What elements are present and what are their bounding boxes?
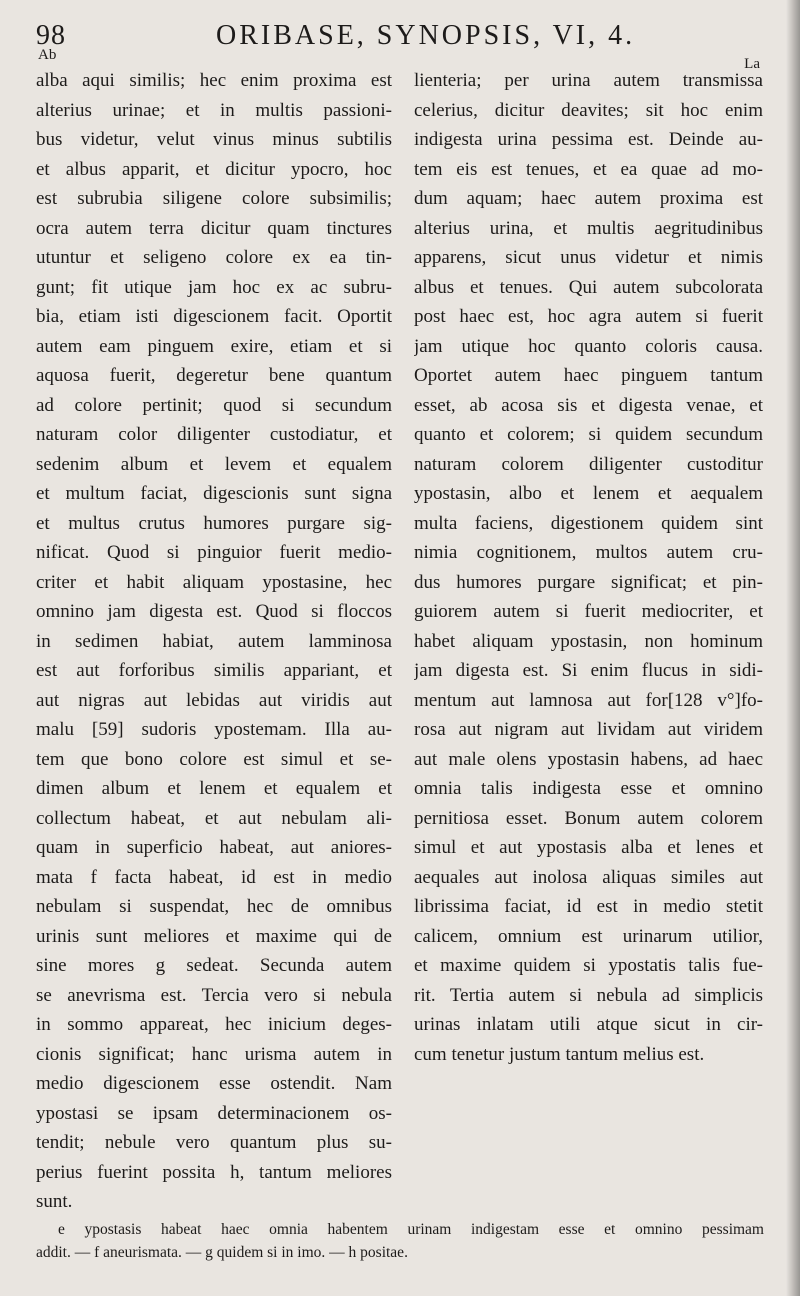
text-line: esset, ab acosa sis et digesta venae, et <box>414 394 763 416</box>
text-line: sunt. <box>36 1191 73 1212</box>
text-line: et maxime quidem si ypostatis talis fue- <box>414 955 763 976</box>
text-line: cum tenetur justum tantum melius est. <box>414 1043 705 1065</box>
text-line: simul et aut ypostasis alba et lenes et <box>414 837 763 858</box>
page-edge-shadow <box>786 0 800 1296</box>
page-header <box>36 20 756 54</box>
text-line: est subrubia siligene colore subsimilis; <box>36 188 392 209</box>
text-line: in sedimen habiat, autem lamminosa <box>36 630 392 652</box>
text-line: dum aquam; haec autem proxima est <box>414 188 763 209</box>
text-line: tendit; nebule vero quantum plus su- <box>36 1132 392 1153</box>
left-column-text <box>36 66 392 1217</box>
text-line: tem eis est tenues, et ea quae ad mo- <box>414 158 763 180</box>
text-line: alterius urina, et multis aegritudinibus <box>414 217 763 239</box>
text-line: se anevrisma est. Tercia vero si nebula <box>36 984 392 1006</box>
text-line: dimen album et lenem et equalem et <box>36 778 392 799</box>
text-line: bia, etiam isti digescionem facit. Oportit <box>36 306 392 327</box>
text-line: aut nigras aut lebidas aut viridis aut <box>36 689 392 711</box>
text-line: bus videtur, velut vinus minus subtilis <box>36 129 392 150</box>
page-number: 98 <box>36 20 66 51</box>
text-line: dus humores purgare significat; et pin- <box>414 571 763 593</box>
footnote-line: e ypostasis habeat haec omnia habentem urinam indigestam esse et omnino pessimam <box>58 1221 764 1238</box>
text-line: jam digesta est. Si enim flucus in sidi- <box>414 660 763 681</box>
text-line: et multus crutus humores purgare sig- <box>36 512 392 534</box>
text-line: medio digescionem esse ostendit. Nam <box>36 1073 392 1094</box>
text-line: calicem, omnium est urinarum utilior, <box>414 925 763 947</box>
text-line: rit. Tertia autem si nebula ad simplicis <box>414 984 763 1006</box>
text-line: indigesta urina pessima est. Deinde au- <box>414 129 763 150</box>
text-line: et multum faciat, digescionis sunt signa <box>36 483 392 504</box>
text-line: quanto et colorem; si quidem secundum <box>414 424 763 445</box>
text-line: guiorem autem si fuerit mediocriter, et <box>414 601 763 622</box>
text-line: rosa aut nigram aut lividam aut viridem <box>414 719 763 740</box>
text-line: naturam colorem diligenter custoditur <box>414 453 763 475</box>
text-line: quam in superficio habeat, aut aniores- <box>36 837 392 858</box>
text-line: tem que bono colore est simul et se- <box>36 748 392 770</box>
right-column-text <box>414 66 763 1069</box>
text-line: lienteria; per urina autem transmissa <box>414 70 763 91</box>
text-line: librissima faciat, id est in medio stetit <box>414 896 763 917</box>
text-line: malu [59] sudoris ypostemam. Illa au- <box>36 719 392 740</box>
text-line: nimia cognitionem, multos autem cru- <box>414 542 763 563</box>
text-line: Oportet autem haec pinguem tantum <box>414 365 763 386</box>
text-line: urinis sunt meliores et maxime qui de <box>36 925 392 947</box>
text-line: omnia talis indigesta esse et omnino <box>414 778 763 799</box>
text-line: cionis significat; hanc urisma autem in <box>36 1043 392 1065</box>
text-line: ypostasi se ipsam determinacionem os- <box>36 1102 392 1124</box>
text-line: ad colore pertinit; quod si secundum <box>36 394 392 416</box>
text-line: alterius urinae; et in multis passioni- <box>36 99 392 121</box>
text-line: perius fuerint possita h, tantum meliores <box>36 1161 392 1183</box>
text-line: ypostasin, albo et lenem et aequalem <box>414 483 763 504</box>
manuscript-siglum-right: La <box>744 56 760 72</box>
text-line: alba aqui similis; hec enim proxima est <box>36 70 392 91</box>
text-line: mentum aut lamnosa aut for[128 v°]fo- <box>414 689 763 711</box>
text-line: et albus apparit, et dicitur ypocro, hoc <box>36 158 392 180</box>
text-line: sine mores g sedeat. Secunda autem <box>36 955 392 976</box>
text-line: apparens, sicut unus videtur et nimis <box>414 247 763 268</box>
text-line: multa faciens, digestionem quidem sint <box>414 512 763 534</box>
footnotes <box>36 1218 764 1264</box>
text-line: post haec est, hoc agra autem si fuerit <box>414 306 763 327</box>
text-line: naturam color diligenter custodiatur, et <box>36 424 392 445</box>
text-line: gunt; fit utique jam hoc ex ac subru- <box>36 276 392 298</box>
manuscript-siglum-left: Ab <box>38 47 57 63</box>
text-line: celerius, dicitur deavites; sit hoc enim <box>414 99 763 121</box>
text-line: aquosa fuerit, degeretur bene quantum <box>36 365 392 386</box>
text-line: ocra autem terra dicitur quam tinctures <box>36 217 392 239</box>
text-line: utuntur et seligeno colore ex ea tin- <box>36 247 392 268</box>
text-line: omnino jam digesta est. Quod si floccos <box>36 601 392 622</box>
text-line: aequales aut inolosa aliquas similes aut <box>414 866 763 888</box>
text-line: autem eam pinguem exire, etiam et si <box>36 335 392 357</box>
text-line: nebulam si suspendat, hec de omnibus <box>36 896 392 917</box>
text-line: in sommo appareat, hec inicium deges- <box>36 1014 392 1035</box>
text-line: collectum habeat, et aut nebulam ali- <box>36 807 392 829</box>
text-line: jam utique hoc quanto coloris causa. <box>414 335 763 357</box>
text-line: albus et tenues. Qui autem subcolorata <box>414 276 763 298</box>
text-line: sedenim album et levem et equalem <box>36 453 392 475</box>
text-line: criter et habit aliquam ypostasine, hec <box>36 571 392 593</box>
text-line: nificat. Quod si pinguior fuerit medio- <box>36 542 392 563</box>
footnote-line: addit. — f aneurismata. — g quidem si in imo. — h positae. <box>36 1244 408 1261</box>
text-line: pernitiosa esset. Bonum autem colorem <box>414 807 763 829</box>
text-line: aut male olens ypostasin habens, ad haec <box>414 748 763 770</box>
text-line: habet aliquam ypostasin, non hominum <box>414 630 763 652</box>
text-line: est aut forforibus similis appariant, et <box>36 660 392 681</box>
text-line: mata f facta habeat, id est in medio <box>36 866 392 888</box>
text-line: urinas inlatam utili atque sicut in cir- <box>414 1014 763 1035</box>
running-head: ORIBASE, SYNOPSIS, VI, 4. <box>216 20 636 51</box>
